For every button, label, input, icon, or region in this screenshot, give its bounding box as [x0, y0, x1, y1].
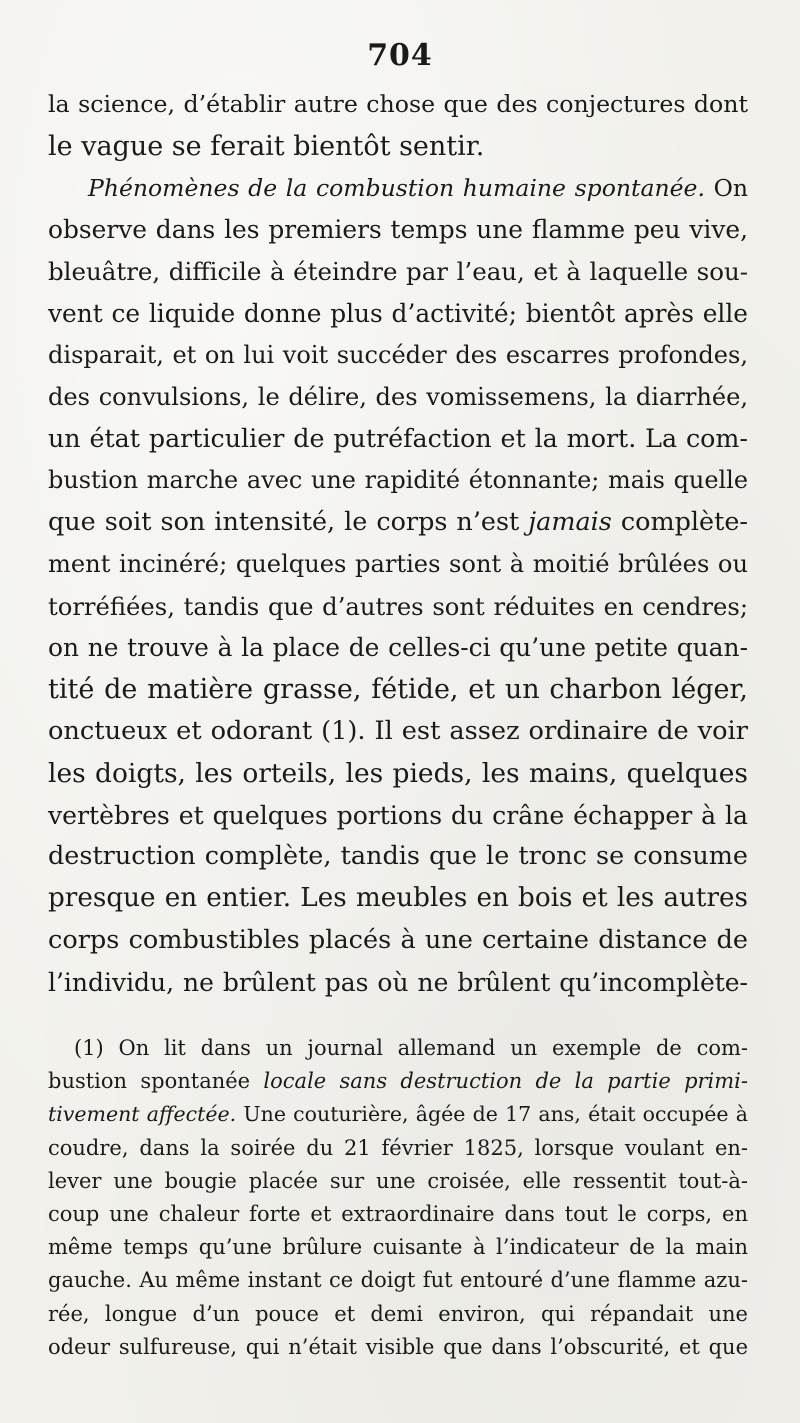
text-fragment: complète- — [611, 506, 748, 537]
footnote — [48, 1032, 748, 1364]
footnote-line: (1) On lit dans un journal allemand un exemple de com- — [74, 1036, 748, 1060]
emphasis: jamais — [528, 506, 612, 537]
text-line: ment incinéré; quelques parties sont à moitié brûlées ou — [48, 549, 748, 578]
footnote-line: même temps qu’une brûlure cuisante à l’indicateur de la main — [48, 1235, 748, 1260]
text-fragment: Une couturière, âgée de 17 ans, était occupée à — [236, 1102, 748, 1127]
main-text — [48, 84, 748, 1004]
text-line: observe dans les premiers temps une flamme peu vive, — [48, 215, 748, 245]
text-line: bustion marche avec une rapidité étonnante; mais quelle — [48, 466, 748, 495]
text-fragment: que soit son intensité, le corps n’est — [48, 506, 529, 537]
footnote-line: rée, longue d’un pouce et demi environ, qui répandait une — [48, 1301, 748, 1326]
text-line: torréfiées, tandis que d’autres sont réduites en cendres; — [48, 591, 748, 621]
emphasis: locale sans destruction de la partie primi- — [263, 1069, 748, 1094]
text-line: disparait, et on lui voit succéder des escarres profondes, — [48, 340, 748, 369]
text-fragment: bustion spontanée — [48, 1069, 264, 1094]
text-line: des convulsions, le délire, des vomissemens, la diarrhée, — [48, 382, 748, 411]
text-line: onctueux et odorant (1). Il est assez ordinaire de voir — [48, 715, 748, 746]
text-line: vertèbres et quelques portions du crâne échapper à la — [48, 800, 748, 830]
emphasis: tivement affectée. — [48, 1102, 237, 1127]
text-line: vent ce liquide donne plus d’activité; bientôt après elle — [48, 298, 748, 328]
footnote-line — [48, 1098, 748, 1131]
text-fragment: On — [704, 173, 748, 202]
footnote-line: lever une bougie placée sur une croisée, elle ressentit tout-à- — [48, 1168, 748, 1193]
footnote-line: odeur sulfureuse, qui n’était visible que dans l’obscurité, et que — [48, 1334, 748, 1359]
footnote-line: coup une chaleur forte et extraordinaire dans tout le corps, en — [48, 1201, 748, 1226]
footnote-line — [48, 1065, 748, 1098]
text-line: un état particulier de putréfaction et la mort. La com- — [48, 423, 748, 454]
section-heading: Phénomènes de la combustion humaine spontanée. — [88, 173, 705, 202]
text-line: on ne trouve à la place de celles-ci qu’une petite quan- — [48, 633, 748, 663]
text-line: destruction complète, tandis que le tronc se consume — [48, 841, 748, 872]
text-line: presque en entier. Les meubles en bois et les autres — [48, 883, 748, 914]
text-line: la science, d’établir autre chose que des conjectures dont — [48, 90, 748, 118]
footnote-line: gauche. Au même instant ce doigt fut entouré d’une flamme azu- — [48, 1268, 748, 1293]
text-line — [48, 168, 748, 210]
page-number: 704 — [367, 38, 433, 73]
text-line: les doigts, les orteils, les pieds, les mains, quelques — [48, 757, 748, 789]
text-line: tité de matière grasse, fétide, et un charbon léger, — [48, 674, 748, 706]
footnote-line: coudre, dans la soirée du 21 février 1825, lorsque voulant en- — [48, 1135, 748, 1160]
text-line: l’individu, ne brûlent pas où ne brûlent qu’incomplète- — [48, 967, 748, 997]
text-line: corps combustibles placés à une certaine distance de — [48, 924, 748, 955]
text-line — [48, 502, 748, 544]
text-line: bleuâtre, difficile à éteindre par l’eau, et à laquelle sou- — [48, 257, 748, 287]
text-line: le vague se ferait bientôt sentir. — [48, 130, 485, 162]
